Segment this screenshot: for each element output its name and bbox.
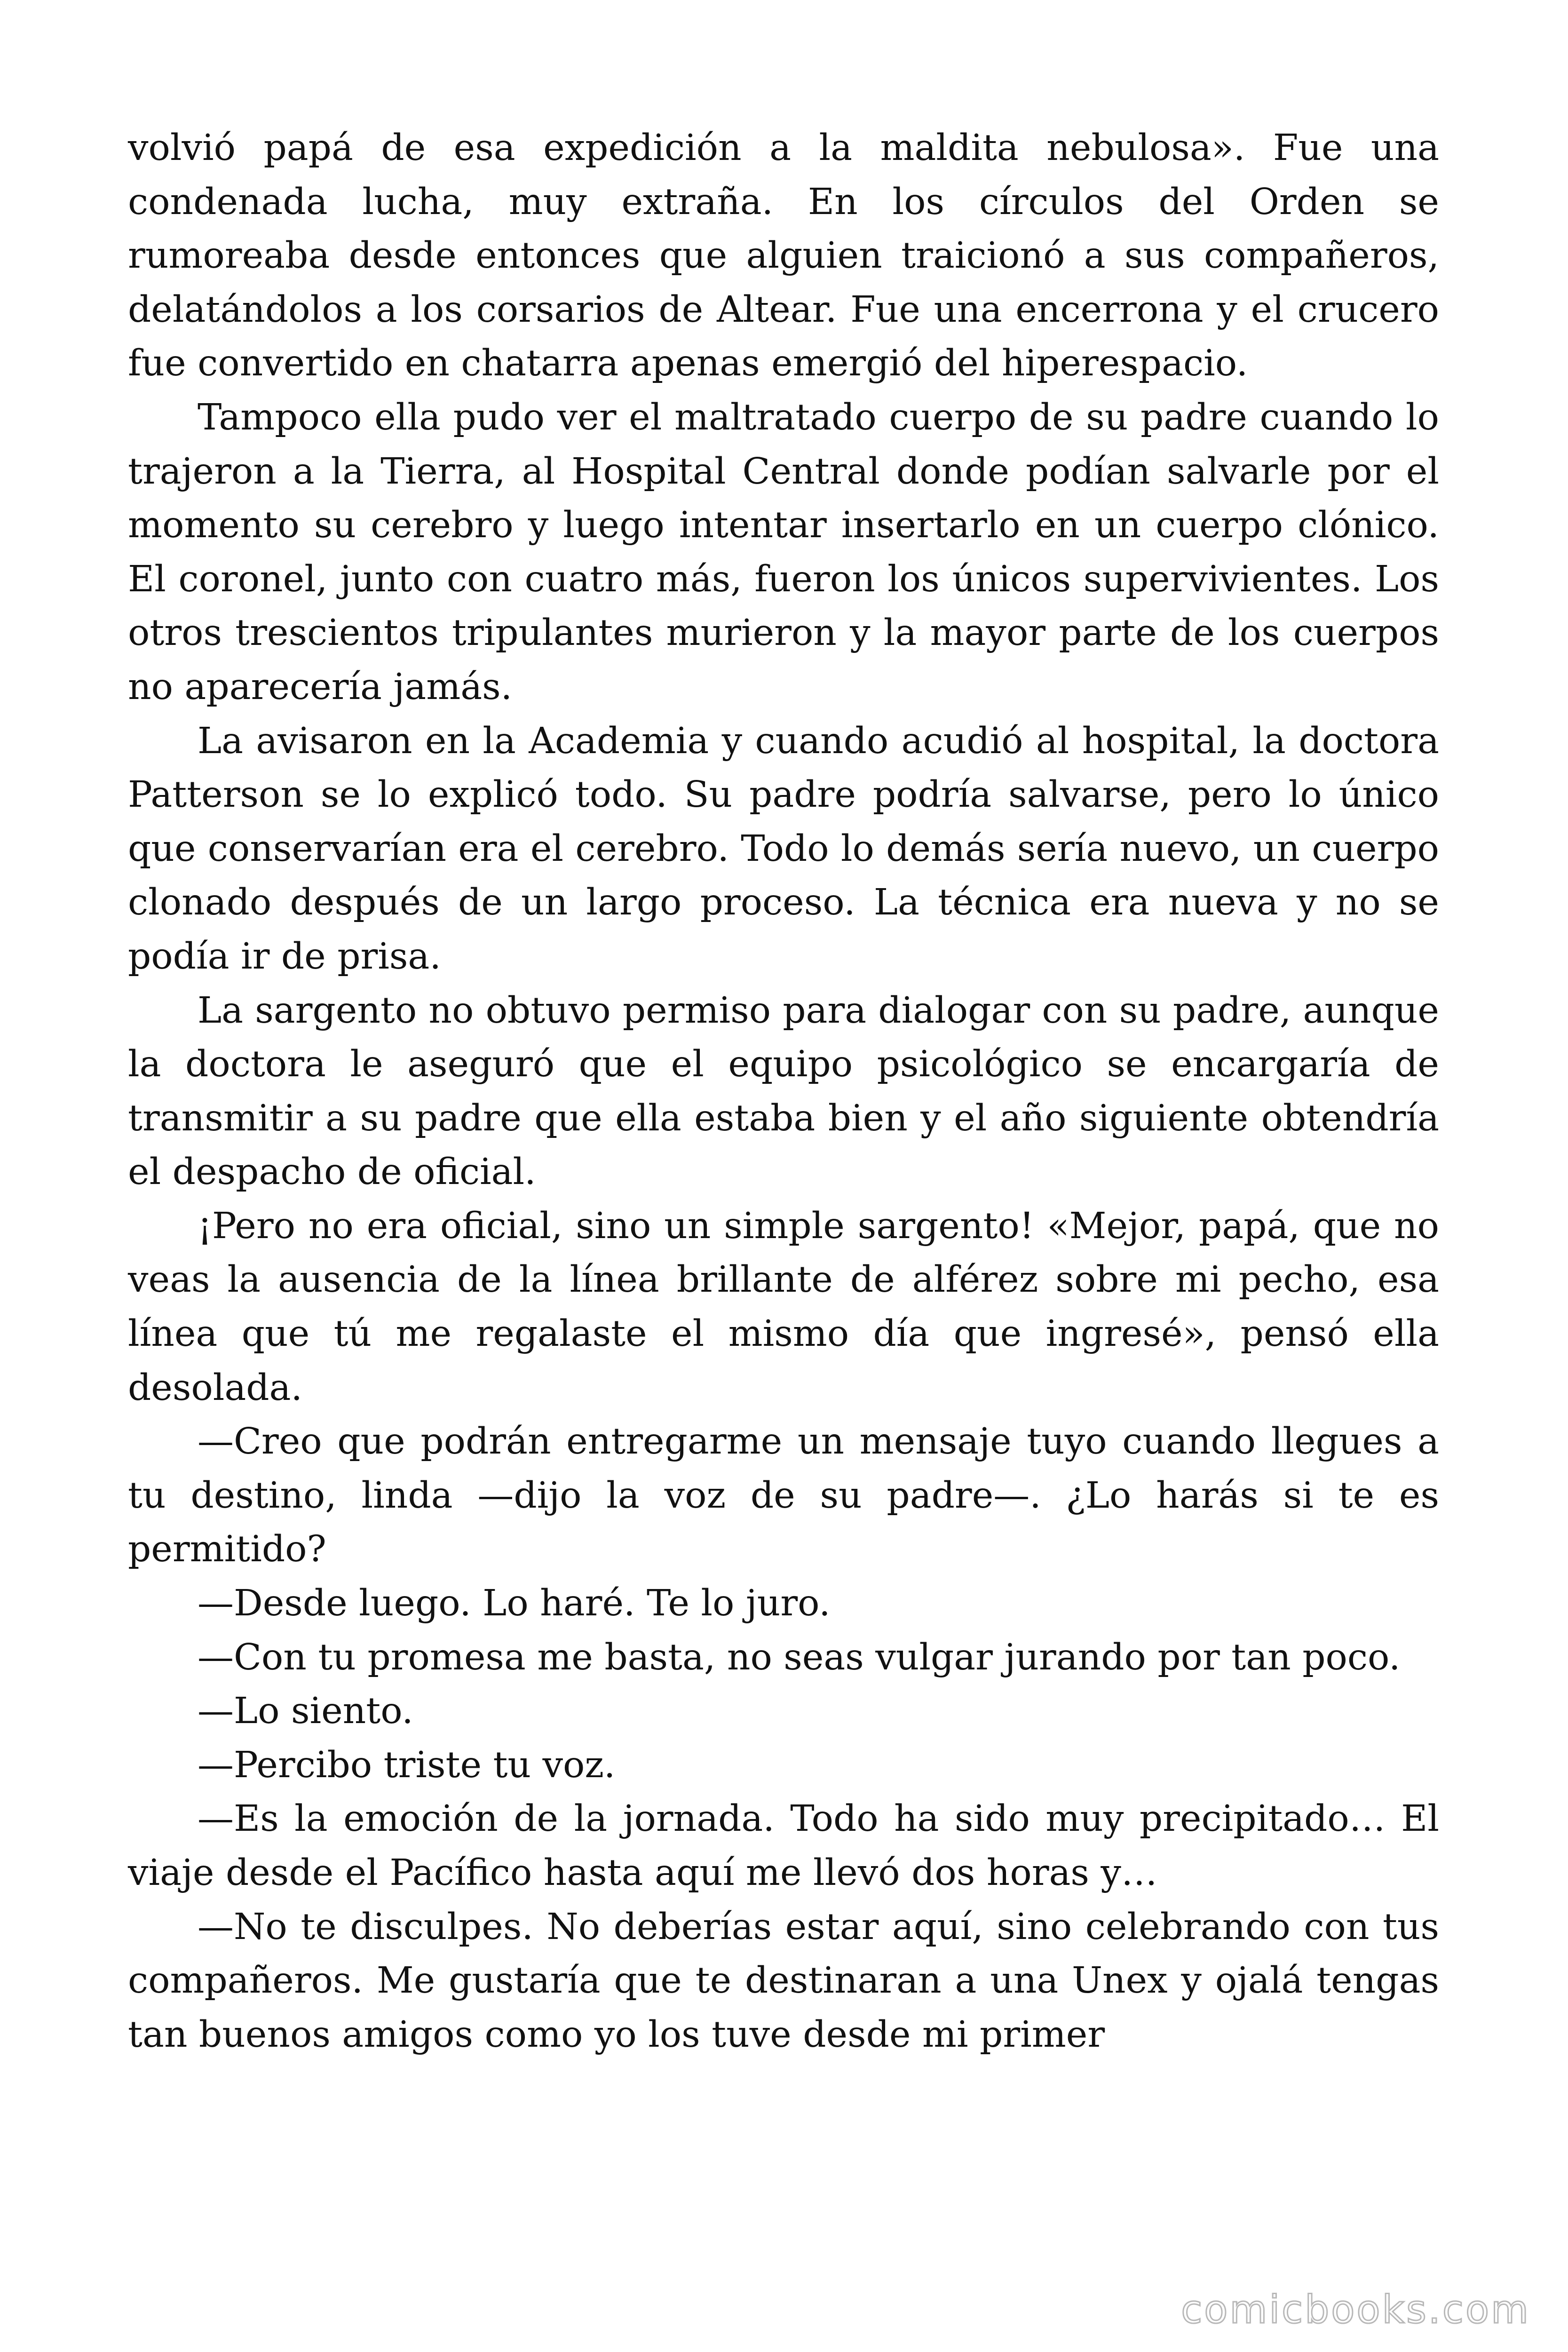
dialogue-paragraph: —No te disculpes. No deberías estar aquí, sino celebrando con tus compañeros. Me gustaría que te destinaran a una Unex y ojalá tengas tan buenos amigos como yo los tuve desde mi primer [128, 1906, 1439, 2056]
dialogue-paragraph: —Lo siento. [198, 1690, 413, 1732]
paragraph: La avisaron en la Academia y cuando acudió al hospital, la doctora Patterson se lo explicó todo. Su padre podría salvarse, pero lo único que conservarían era el cerebro. Todo lo demás sería nuevo, un cuerpo clonado después de un largo proceso. La técnica era nueva y no se podía ir de prisa. [128, 720, 1439, 977]
dialogue-paragraph: —Desde luego. Lo haré. Te lo juro. [198, 1582, 831, 1625]
body-text [128, 121, 1439, 2062]
paragraph: Tampoco ella pudo ver el maltratado cuerpo de su padre cuando lo trajeron a la Tierra, al Hospital Central donde podían salvarle por el momento su cerebro y luego intentar insertarlo en un cuerpo clónico. El coronel, junto con cuatro más, fueron los únicos supervivientes. Los otros trescientos tripulantes murieron y la mayor parte de los cuerpos no aparecería jamás. [128, 396, 1439, 708]
dialogue-paragraph: —Es la emoción de la jornada. Todo ha sido muy precipitado… El viaje desde el Pacífico hasta aquí me llevó dos horas y… [128, 1798, 1439, 1894]
dialogue-paragraph: —Con tu promesa me basta, no seas vulgar jurando por tan poco. [198, 1636, 1401, 1678]
dialogue-paragraph: —Creo que podrán entregarme un mensaje tuyo cuando llegues a tu destino, linda —dijo la voz de su padre—. ¿Lo harás si te es permitido? [128, 1421, 1439, 1571]
watermark: comicbooks.com [1181, 2288, 1530, 2332]
paragraph: volvió papá de esa expedición a la maldita nebulosa». Fue una condenada lucha, muy extraña. En los círculos del Orden se rumoreaba desde entonces que alguien traicionó a sus compañeros, delatándolos a los corsarios de Altear. Fue una encerrona y el crucero fue convertido en chatarra apenas emergió del hiperespacio. [128, 127, 1439, 385]
paragraph: ¡Pero no era oficial, sino un simple sargento! «Mejor, papá, que no veas la ausencia de la línea brillante de alférez sobre mi pecho, esa línea que tú me regalaste el mismo día que ingresé», pensó ella desolada. [128, 1205, 1439, 1409]
dialogue-paragraph: —Percibo triste tu voz. [198, 1744, 616, 1786]
paragraph: La sargento no obtuvo permiso para dialogar con su padre, aunque la doctora le aseguró que el equipo psicológico se encargaría de transmitir a su padre que ella estaba bien y el año siguiente obtendría el despacho de oficial. [128, 989, 1439, 1193]
